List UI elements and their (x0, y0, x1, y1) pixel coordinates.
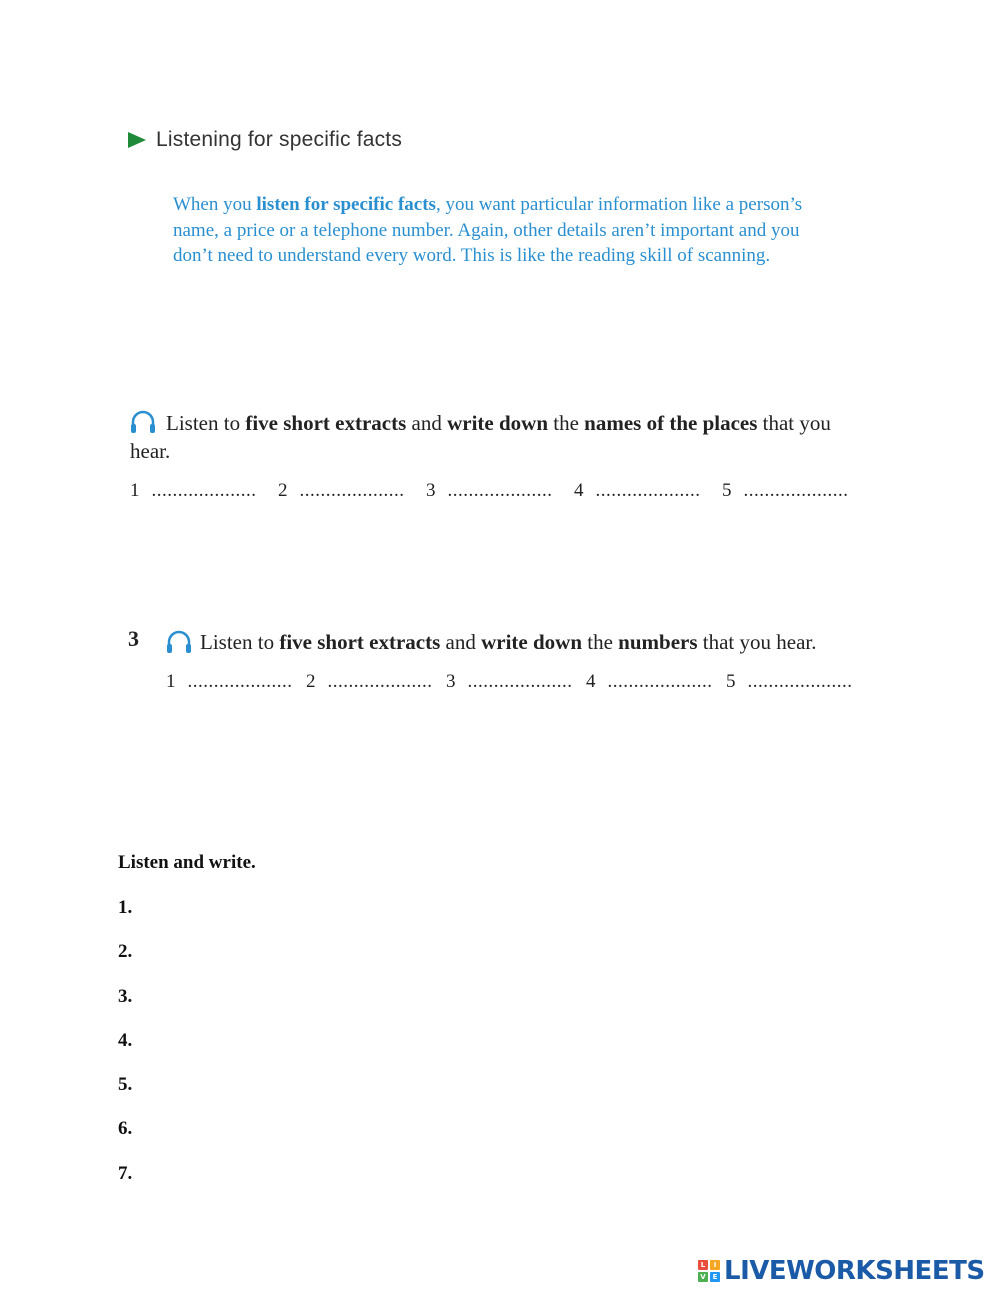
play-triangle-icon (128, 132, 146, 148)
blank-dots: .................... (595, 480, 701, 501)
headphones-icon (166, 630, 192, 654)
answer-blank[interactable] (166, 671, 306, 693)
answer-blank[interactable] (722, 480, 870, 502)
ex2-prompt-b: five short extracts (279, 630, 441, 654)
answer-blank[interactable] (446, 671, 586, 693)
blank-dots: .................... (327, 671, 433, 692)
ex1-prompt-b: five short extracts (245, 411, 407, 435)
liveworksheets-logo (698, 1256, 985, 1286)
blank-number: 4 (586, 671, 596, 692)
ex2-prompt-f: numbers (618, 630, 698, 654)
list-item: 1. (118, 897, 133, 918)
ex1-prompt-d: write down (447, 411, 549, 435)
logo-text: LIVEWORKSHEETS (724, 1256, 985, 1286)
blank-number: 2 (278, 480, 288, 501)
list-item: 3. (118, 985, 133, 1007)
ex1-prompt-e: the (548, 411, 585, 435)
blank-dots: .................... (467, 671, 573, 692)
explanation-paragraph (173, 192, 833, 269)
blank-number: 1 (166, 671, 176, 692)
ex2-prompt-d: write down (481, 630, 583, 654)
exercise1-answer-row (130, 480, 870, 502)
answer-blank[interactable] (278, 480, 426, 502)
blank-number: 4 (574, 480, 584, 501)
list-item: 5. (118, 1074, 133, 1096)
logo-square: I (710, 1260, 720, 1270)
ex1-prompt-a: Listen to (166, 411, 246, 435)
exercise2-answer-row (166, 671, 866, 693)
blank-dots: .................... (607, 671, 713, 692)
list-item: 2. (118, 941, 133, 963)
answer-blank[interactable] (726, 671, 866, 693)
answer-blank[interactable] (574, 480, 722, 502)
ex1-prompt-g: that you hear. (130, 411, 831, 463)
exercise1-prompt (130, 409, 860, 465)
list-item: 7. (118, 1162, 133, 1184)
explain-bold: listen for specific facts (256, 194, 436, 215)
listen-write-list (118, 897, 132, 1207)
blank-dots: .................... (447, 480, 553, 501)
blank-number: 3 (446, 671, 456, 692)
list-item: 4. (118, 1029, 133, 1051)
blank-number: 3 (426, 480, 436, 501)
explain-rest: , you want particular information like a person’s name, a price or a telephone number. Again, other details aren’t important and you don’t need to understand every word. This is like the reading skill of scanning. (173, 194, 803, 266)
logo-square: L (698, 1260, 708, 1270)
blank-dots: .................... (743, 480, 849, 501)
ex2-prompt-e: the (582, 630, 619, 654)
blank-number: 1 (130, 480, 140, 501)
list-item: 6. (118, 1118, 133, 1140)
answer-blank[interactable] (586, 671, 726, 693)
logo-square: E (710, 1272, 720, 1282)
ex2-prompt-g: that you hear. (697, 630, 817, 654)
blank-dots: .................... (747, 671, 853, 692)
logo-icon (698, 1260, 720, 1282)
blank-number: 2 (306, 671, 316, 692)
logo-square: V (698, 1272, 708, 1282)
ex2-prompt-c: and (440, 630, 482, 654)
ex1-prompt-c: and (406, 411, 448, 435)
exercise2-prompt (200, 628, 900, 656)
blank-dots: .................... (187, 671, 293, 692)
exercise2-number: 3 (128, 626, 139, 651)
heading-text: Listening for specific facts (156, 128, 403, 151)
answer-blank[interactable] (130, 480, 278, 502)
headphones-icon (130, 410, 156, 434)
section-heading (128, 128, 402, 152)
ex1-prompt-f: names of the places (584, 411, 758, 435)
explain-lead: When you (173, 194, 257, 215)
blank-dots: .................... (151, 480, 257, 501)
blank-number: 5 (726, 671, 736, 692)
answer-blank[interactable] (306, 671, 446, 693)
blank-number: 5 (722, 480, 732, 501)
ex2-prompt-a: Listen to (200, 630, 280, 654)
answer-blank[interactable] (426, 480, 574, 502)
listen-write-title: Listen and write. (118, 852, 256, 873)
blank-dots: .................... (299, 480, 405, 501)
